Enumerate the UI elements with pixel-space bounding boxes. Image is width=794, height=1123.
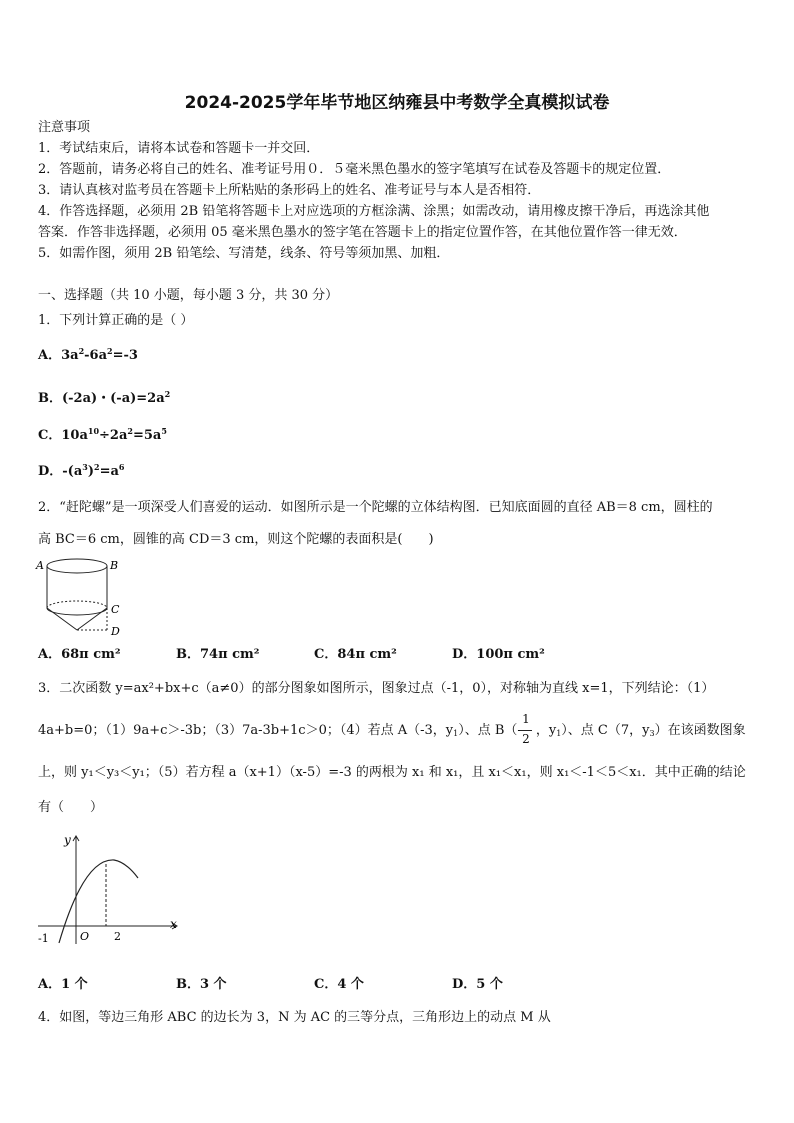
parabola-graph	[34, 828, 184, 948]
question-2-option-b: B．74π cm²	[176, 647, 260, 662]
origin-label: O	[80, 930, 90, 943]
question-2-line-2: 高 BC＝6 cm，圆锥的高 CD＝3 cm，则这个陀螺的表面积是( )	[38, 532, 434, 547]
question-2-option-d: D．100π cm²	[452, 647, 545, 662]
fraction-bar	[520, 730, 532, 731]
question-1-option-b: B．(-2a)・$(-a)=2a^2$	[38, 389, 171, 406]
fraction-numerator: 1	[522, 712, 530, 726]
question-3-option-a: A．1 个	[38, 977, 88, 992]
label-b: B	[110, 559, 119, 572]
question-3-line-2: 4a+b=0；（1）9a+c＞-3b；（3）7a-3b+1c＞0；（4）若点 A（-3，$y_1$）、点 B（- ，$y_1$）、点 C（7，$y_3$）在该函数图象	[38, 723, 746, 738]
notice-item-1: 1．考试结束后，请将本试卷和答题卡一并交回．	[38, 141, 320, 156]
page-title: 2024-2025学年毕节地区纳雍县中考数学全真模拟试卷	[184, 93, 610, 113]
notice-heading: 注意事项	[38, 120, 91, 135]
question-1-option-a: A．$3a^2-6a^2=-3$	[38, 346, 138, 363]
x-axis-label: x	[170, 917, 177, 931]
question-3-line-4: 有（ ）	[38, 800, 104, 815]
label-a: A	[36, 559, 44, 572]
question-4-stem: 4．如图，等边三角形 ABC 的边长为 3，N 为 AC 的三等分点，三角形边上的动点 M 从	[38, 1010, 551, 1025]
question-2-option-a: A．68π cm²	[38, 647, 121, 662]
label-d: D	[111, 625, 120, 638]
question-3-option-c: C．4 个	[314, 977, 364, 992]
question-3-line-3: 上，则 y₁＜y₃＜y₁；（5）若方程 a（x+1）（x-5）=-3 的两根为 x₁ 和 x₁，且 x₁＜x₁，则 x₁＜-1＜5＜x₁．其中正确的结论	[38, 765, 746, 780]
label-c: C	[111, 603, 120, 616]
section-heading: 一、选择题（共 10 小题，每小题 3 分，共 30 分）	[38, 288, 339, 303]
fraction-denominator: 2	[522, 732, 530, 746]
question-1-option-d: D．$-(a^3)^2=a^6$	[38, 462, 125, 479]
notice-item-4: 4．作答选择题，必须用 2B 铅笔将答题卡上对应选项的方框涂满、涂黑；如需改动，请用橡皮擦干净后，再选涂其他	[38, 204, 710, 219]
notice-item-3: 3．请认真核对监考员在答题卡上所粘贴的条形码上的姓名、准考证号与本人是否相符．	[38, 183, 541, 198]
question-3-line-1: 3．二次函数 y=ax²+bx+c（a≠0）的部分图象如图所示，图象过点（-1，0），对称轴为直线 x=1，下列结论：（1）	[38, 681, 715, 696]
y-axis-label: y	[64, 833, 71, 847]
question-2-option-c: C．84π cm²	[314, 647, 397, 662]
spinning-top-figure	[34, 556, 134, 642]
tick-neg1: -1	[38, 932, 49, 945]
notice-item-2: 2．答题前，请务必将自己的姓名、准考证号用０．５毫米黑色墨水的签字笔填写在试卷及答题卡的规定位置．	[38, 162, 671, 177]
tick-2: 2	[114, 930, 121, 943]
notice-item-5: 5．如需作图，须用 2B 铅笔绘、写清楚，线条、符号等须加黑、加粗．	[38, 246, 450, 261]
question-1-stem: 1．下列计算正确的是（ ）	[38, 313, 194, 328]
question-1-option-c: C．$10a^{10}\div 2a^2=5a^5$	[38, 426, 167, 443]
question-2-line-1: 2．“赶陀螺”是一项深受人们喜爱的运动．如图所示是一个陀螺的立体结构图．已知底面圆的直径 AB＝8 cm，圆柱的	[38, 500, 713, 515]
notice-item-4-cont: 答案．作答非选择题，必须用 05 毫米黑色墨水的签字笔在答题卡上的指定位置作答，在其他位置作答一律无效．	[38, 225, 687, 240]
question-3-option-d: D．5 个	[452, 977, 503, 992]
question-3-option-b: B．3 个	[176, 977, 227, 992]
